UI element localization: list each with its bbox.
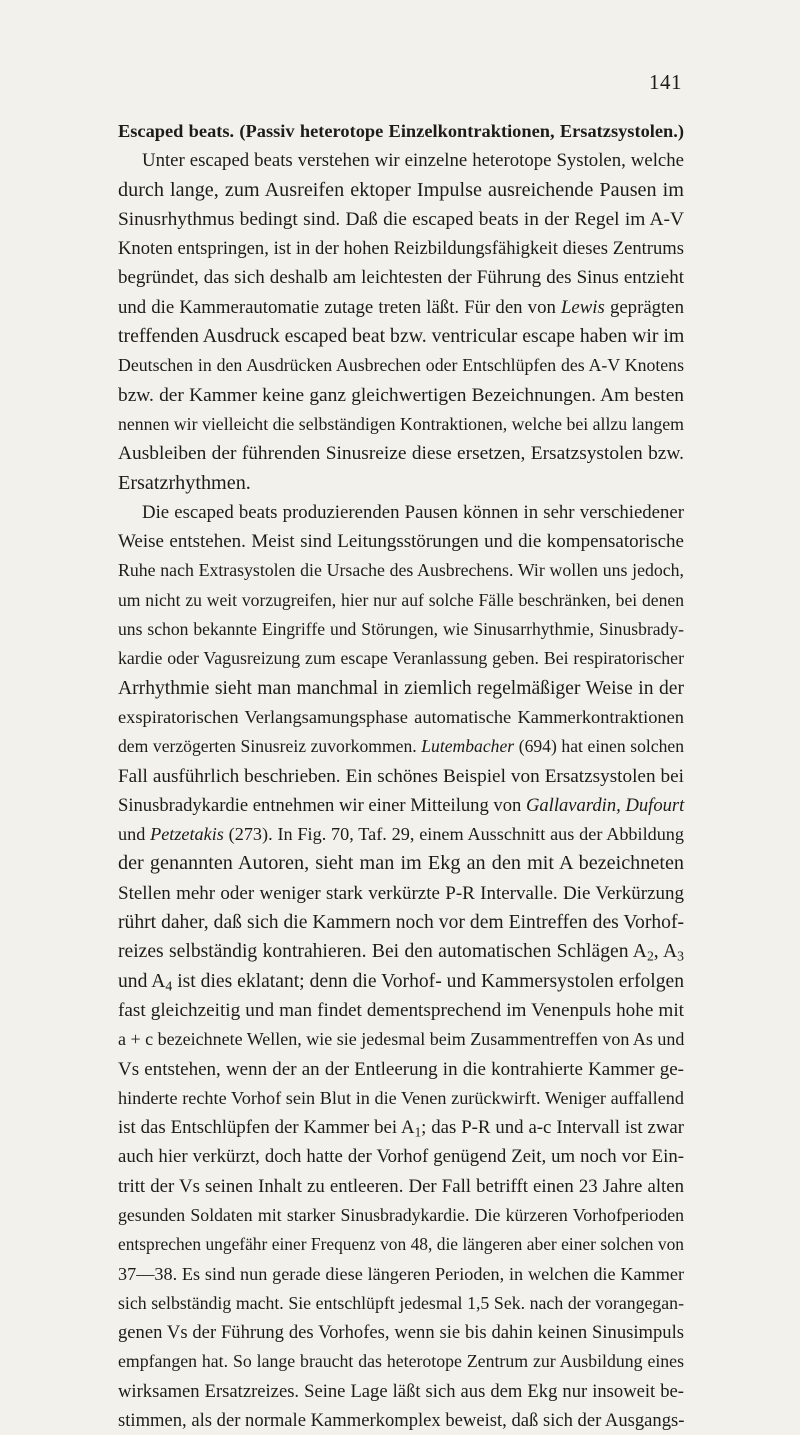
text-line: genen Vs der Führung des Vorhofes, wenn sie bis dahin keinen Sinusimpuls bbox=[118, 1322, 684, 1344]
text-line: Ruhe nach Extrasystolen die Ursache des Ausbrechens. Wir wollen uns jedoch, bbox=[118, 560, 684, 581]
text-line: wirksamen Ersatzreizes. Seine Lage läßt sich aus dem Ekg nur insoweit be- bbox=[118, 1380, 684, 1402]
text-line: fast gleichzeitig und man findet dementsprechend im Venenpuls hohe mit bbox=[118, 999, 684, 1021]
text-line: um nicht zu weit vorzugreifen, hier nur auf solche Fälle beschränken, bei denen bbox=[118, 589, 684, 610]
text-line: entsprechen ungefähr einer Frequenz von 48, die längeren aber einer solchen von bbox=[118, 1234, 684, 1255]
text-line: a + c bezeichnete Wellen, wie sie jedesmal beim Zusammentreffen von As und bbox=[118, 1029, 685, 1050]
author-name: Gallavardin, Dufourt bbox=[525, 794, 685, 816]
text-line: Weise entstehen. Meist sind Leitungsstörungen und die kompensatorische bbox=[118, 531, 684, 553]
text-line: Fall ausführlich beschrieben. Ein schönes Beispiel von Ersatzsystolen bei bbox=[118, 765, 684, 787]
text-line: Unter escaped beats verstehen wir einzelne heterotope Systolen, welche bbox=[142, 150, 684, 172]
text-line: stimmen, als der normale Kammerkomplex beweist, daß sich der Ausgangs- bbox=[118, 1410, 685, 1432]
text-line: rührt daher, daß sich die Kammern noch vor dem Eintreffen des Vorhof- bbox=[118, 912, 684, 934]
text-line: 37—38. Es sind nun gerade diese längeren Perioden, in welchen die Kammer bbox=[118, 1263, 684, 1284]
text-line: sich selbständig macht. Sie entschlüpft jedesmal 1,5 Sek. nach der vorangegan- bbox=[118, 1292, 684, 1313]
text-line: Ausbleiben der führenden Sinusreize diese ersetzen, Ersatzsystolen bzw. bbox=[118, 443, 684, 465]
text-line: Die escaped beats produzierenden Pausen können in sehr verschiedener bbox=[142, 501, 684, 523]
text-line: ist das Entschlüpfen der Kammer bei $A_1$; das P-R und a-c Intervall ist zwar bbox=[118, 1117, 685, 1140]
text-line: begründet, das sich deshalb am leichtesten der Führung des Sinus entzieht bbox=[118, 267, 684, 289]
text-line: Vs entstehen, wenn der an der Entleerung in die kontrahierte Kammer ge- bbox=[118, 1058, 684, 1080]
text-line: der genannten Autoren, sieht man im Ekg an den mit A bezeichneten bbox=[118, 852, 684, 875]
text-line: Sinusrhythmus bedingt sind. Daß die escaped beats in der Regel im A-V bbox=[118, 208, 684, 230]
author-name: Petzetakis bbox=[150, 824, 224, 845]
text-line: treffenden Ausdruck escaped beat bzw. ventricular escape haben wir im bbox=[118, 325, 685, 348]
text-line: bzw. der Kammer keine ganz gleichwertigen Bezeichnungen. Am besten bbox=[118, 384, 684, 406]
text-line: Ersatzrhythmen. bbox=[118, 471, 251, 494]
text-line: Deutschen in den Ausdrücken Ausbrechen oder Entschlüpfen des A-V Knotens bbox=[118, 355, 684, 376]
text-line: tritt der Vs seinen Inhalt zu entleeren. Der Fall betrifft einen 23 Jahre alten bbox=[118, 1175, 684, 1197]
text-line: kardie oder Vagusreizung zum escape Veranlassung geben. Bei respiratorischer bbox=[118, 648, 684, 669]
body-text bbox=[118, 117, 684, 1435]
text-line: nennen wir vielleicht die selbständigen Kontraktionen, welche bei allzu langem bbox=[118, 413, 684, 434]
text-line: hinderte rechte Vorhof sein Blut in die Venen zurückwirft. Weniger auffallend bbox=[118, 1087, 684, 1108]
text-line: durch lange, zum Ausreifen ektoper Impulse ausreichende Pausen im bbox=[118, 178, 684, 201]
text-line: und $A_4$ ist dies eklatant; denn die Vorhof- und Kammersystolen erfolgen bbox=[118, 970, 684, 994]
section-heading: Escaped beats. (Passiv heterotope Einzelkontraktionen, Ersatzsystolen.) bbox=[118, 121, 684, 141]
text-line: und die Kammerautomatie zutage treten läßt. Für den von Lewis geprägten bbox=[118, 296, 684, 318]
text-line: empfangen hat. So lange braucht das heterotope Zentrum zur Ausbildung eines bbox=[118, 1351, 684, 1372]
text-line: uns schon bekannte Eingriffe und Störungen, wie Sinusarrhythmie, Sinusbrady- bbox=[118, 619, 684, 640]
text-line: und Petzetakis (273). In Fig. 70, Taf. 29, einem Ausschnitt aus der Abbildung bbox=[118, 824, 684, 845]
author-name: Lewis bbox=[560, 296, 605, 318]
page-number: 141 bbox=[649, 70, 682, 94]
text-line: Arrhythmie sieht man manchmal in ziemlich regelmäßiger Weise in der bbox=[118, 677, 684, 699]
text-line: dem verzögerten Sinusreiz zuvorkommen. Lutembacher (694) hat einen solchen bbox=[118, 736, 684, 757]
text-line: reizes selbständig kontrahieren. Bei den automatischen Schlägen $A_2$, $A_3$ bbox=[118, 941, 684, 964]
text-line: Sinusbradykardie entnehmen wir einer Mitteilung von Gallavardin, Dufourt bbox=[118, 794, 685, 816]
text-line: Stellen mehr oder weniger stark verkürzte P-R Intervalle. Die Verkürzung bbox=[118, 882, 684, 904]
author-name: Lutembacher bbox=[421, 736, 515, 757]
text-line: gesunden Soldaten mit starker Sinusbradykardie. Die kürzeren Vorhofperioden bbox=[118, 1204, 684, 1225]
text-line: exspiratorischen Verlangsamungsphase automatische Kammerkontraktionen bbox=[118, 706, 684, 727]
text-line: Knoten entspringen, ist in der hohen Reizbildungsfähigkeit dieses Zentrums bbox=[118, 238, 684, 260]
text-line: auch hier verkürzt, doch hatte der Vorhof genügend Zeit, um noch vor Ein- bbox=[118, 1146, 684, 1168]
